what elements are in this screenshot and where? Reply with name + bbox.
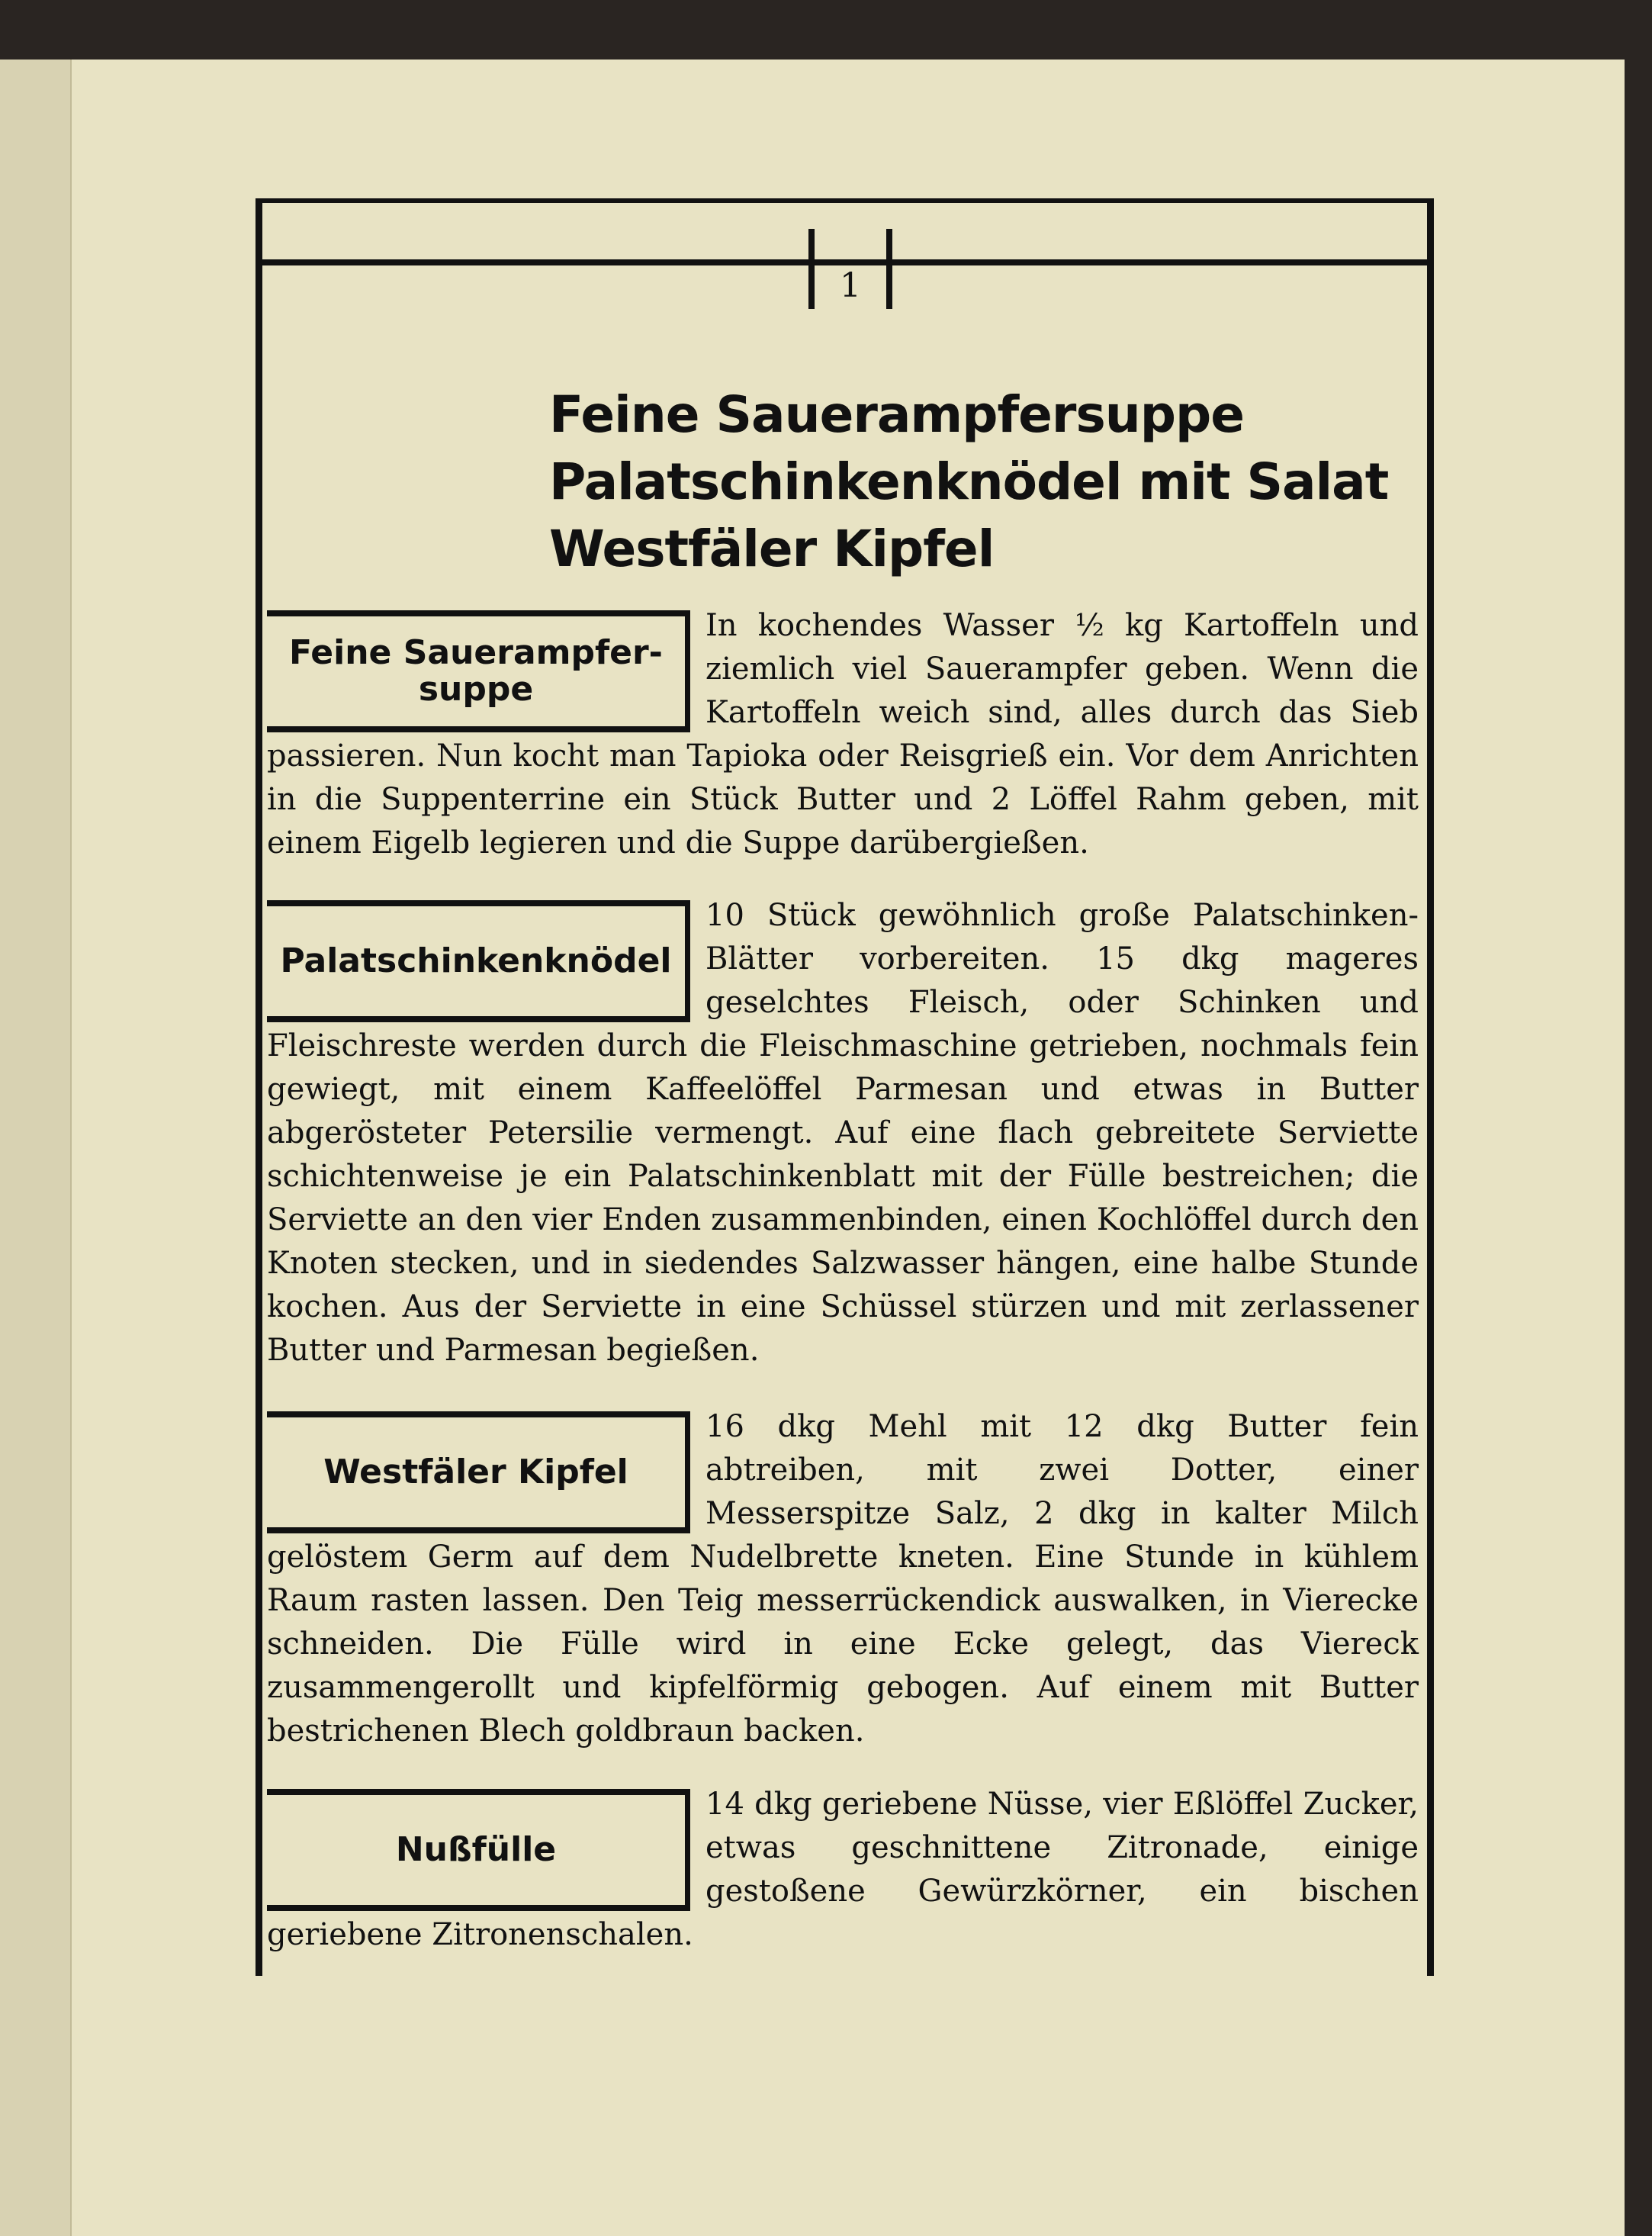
recipe-section-3 bbox=[267, 1411, 1419, 1762]
menu-title-3: Westfäler Kipfel bbox=[549, 520, 995, 578]
recipe-section-4 bbox=[267, 1789, 1419, 1957]
section-label-3: Westfäler Kipfel bbox=[267, 1411, 690, 1533]
label-spacer bbox=[267, 1405, 705, 1533]
section-label-4: Nußfülle bbox=[267, 1789, 690, 1911]
label-spacer bbox=[267, 604, 705, 732]
section-text-2: 10 Stück gewöhnlich große Palatschinken-Blätter vorbereiten. 15 dkg mageres geselchtes Fleisch, oder Schinken und Fleischreste werden durch die Fleischmaschine getrieben, nochmals fein gewiegt, mit einem Kaffeelöffel Parmesan und etwas in Butter abgeröstеter Petersilie vermengt. Auf eine flach gebreitete Serviette schichtenweise je ein Palatschinkenblatt mit der Fülle bestreichen; die Serviette an den vier Enden zusammenbinden, einen Kochlöffel durch den Knoten stecken, und in siedendes Salzwasser hängen, eine halbe Stunde kochen. Aus der Serviette in eine Schüssel stürzen und mit zerlassener Butter und Parmesan begießen. bbox=[267, 894, 1419, 1372]
page-binding bbox=[0, 60, 72, 2236]
recipe-section-2 bbox=[267, 900, 1419, 1388]
label-spacer bbox=[267, 1783, 705, 1911]
menu-title-1: Feine Sauerampfersuppe bbox=[549, 385, 1244, 444]
section-label-1: Feine Sauerampfer-suppe bbox=[267, 610, 690, 732]
menu-titles bbox=[549, 381, 1389, 583]
recipe-section-1 bbox=[267, 610, 1419, 862]
section-text-4: 14 dkg geriebene Nüsse, vier Eßlöffel Zucker, etwas geschnittene Zitronade, einige gestoßene Gewürzkörner, ein bischen geriebene Zitronenschalen. bbox=[267, 1783, 1419, 1957]
section-text-3: 16 dkg Mehl mit 12 dkg Butter fein abtreiben, mit zwei Dotter, einer Messerspitze Salz, 2 dkg in kalter Milch gelöstem Germ auf dem Nudelbrette kneten. Eine Stunde in kühlem Raum rasten lassen. Den Teig messerrückendick auswalken, in Vierecke schneiden. Die Fülle wird in eine Ecke gelegt, das Viereck zusammengerollt und kipfelförmig gebogen. Auf einem mit Butter bestrichenen Blech goldbraun backen. bbox=[267, 1405, 1419, 1753]
menu-title-2: Palatschinkenknödel mit Salat bbox=[549, 452, 1389, 511]
section-text-1: In kochendes Wasser ½ kg Kartoffeln und ziemlich viel Sauerampfer geben. Wenn die Kartoffeln weich sind, alles durch das Sieb passieren. Nun kocht man Tapioka oder Reisgrieß ein. Vor dem Anrichten in die Suppenterrine ein Stück Butter und 2 Löffel Rahm geben, mit einem Eigelb legieren und die Suppe darübergießen. bbox=[267, 604, 1419, 865]
page-number: 1 bbox=[808, 263, 892, 309]
label-spacer bbox=[267, 894, 705, 1022]
section-label-2: Palatschinkenknödel bbox=[267, 900, 690, 1022]
